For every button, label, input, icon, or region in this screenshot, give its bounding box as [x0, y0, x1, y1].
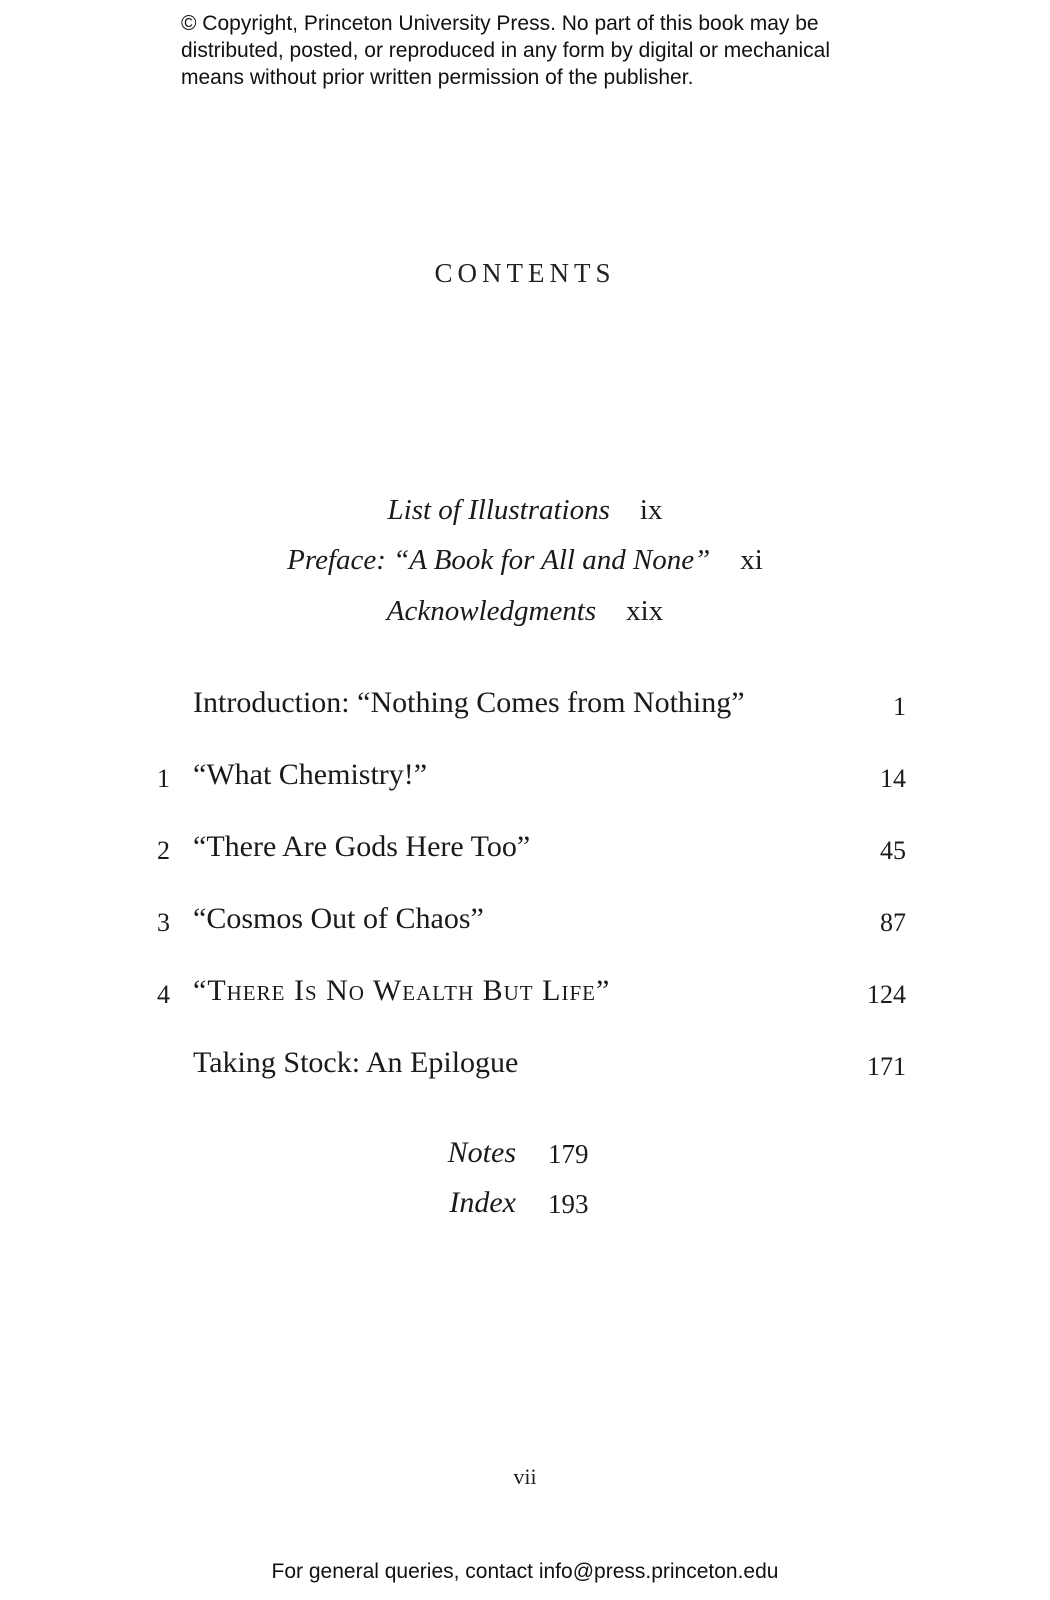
toc-entry-title: List of Illustrations: [387, 494, 610, 526]
chapter-title: Taking Stock: An Epilogue: [193, 1046, 519, 1079]
toc-chapter-entry: [0, 974, 1050, 1018]
chapter-number: 4: [157, 980, 170, 1009]
chapter-number: 2: [157, 836, 170, 865]
toc-entry-page: 193: [548, 1189, 589, 1219]
toc-chapter-entry: [0, 830, 1050, 874]
chapter-title: “There Is No Wealth But Life”: [193, 974, 611, 1007]
toc-chapter-entry: [0, 1046, 1050, 1090]
chapter-title: “Cosmos Out of Chaos”: [193, 902, 484, 935]
footer-contact: For general queries, contact info@press.princeton.edu: [271, 1560, 779, 1583]
chapter-page: 45: [880, 836, 906, 865]
copyright-line-1: © Copyright, Princeton University Press. No part of this book may be: [181, 12, 819, 35]
toc-entry-title: Notes: [447, 1136, 516, 1169]
copyright-line-3: means without prior written permission of the publisher.: [181, 66, 694, 89]
chapter-title: Introduction: “Nothing Comes from Nothing”: [193, 686, 745, 719]
toc-entry-page: xix: [626, 595, 664, 627]
chapter-page: 1: [893, 692, 906, 721]
toc-entry-page: 179: [548, 1139, 589, 1169]
page-title: CONTENTS: [434, 258, 616, 288]
chapter-number: 1: [157, 764, 170, 793]
toc-chapter-entry: [0, 902, 1050, 946]
toc-entry-title: Acknowledgments: [386, 595, 597, 627]
toc-entry-title: Index: [449, 1186, 516, 1219]
copyright-notice: [181, 10, 901, 91]
toc-front-entry: [0, 494, 1050, 527]
toc-front-entry: [0, 544, 1050, 577]
copyright-line-2: distributed, posted, or reproduced in any form by digital or mechanical: [181, 39, 831, 62]
toc-chapter-entry: [0, 758, 1050, 802]
chapter-page: 124: [867, 980, 906, 1009]
toc-chapter-entry: [0, 686, 1050, 730]
toc-entry-title: Preface: “A Book for All and None”: [287, 544, 711, 576]
chapter-number: 3: [157, 908, 170, 937]
toc-front-entry: [0, 595, 1050, 628]
toc-entry-page: ix: [639, 494, 663, 526]
chapter-title: “There Are Gods Here Too”: [193, 830, 531, 863]
chapter-page: 14: [880, 764, 906, 793]
chapter-title: “What Chemistry!”: [193, 758, 428, 791]
toc-entry-page: xi: [740, 544, 763, 576]
chapter-page: 171: [867, 1052, 906, 1081]
page-number: vii: [513, 1464, 537, 1489]
chapter-page: 87: [880, 908, 906, 937]
